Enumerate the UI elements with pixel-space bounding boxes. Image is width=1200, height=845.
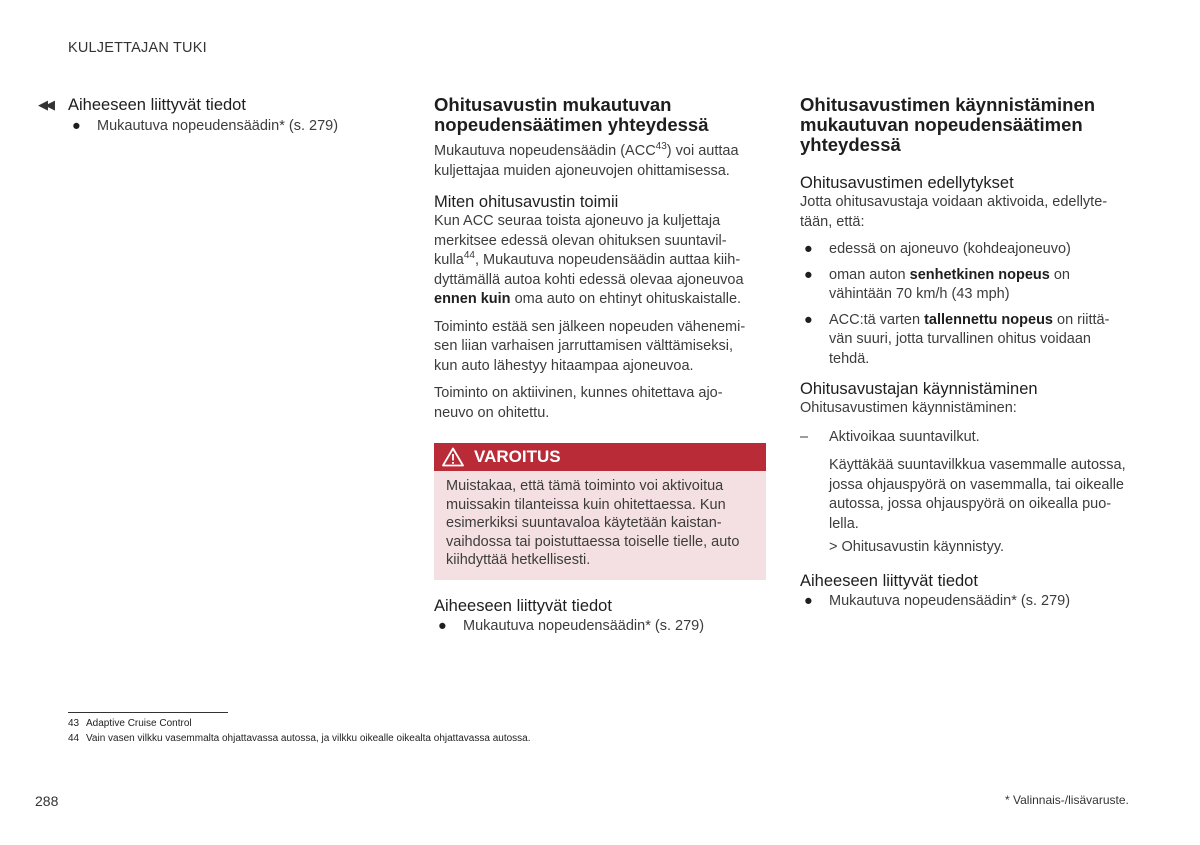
footnote-44: 44 Vain vasen vilkku vasemmalta ohjattavassa autossa, ja vilkku oikealle oikealta ohjattavassa autossa.	[68, 733, 531, 744]
column-middle	[434, 95, 766, 642]
condition-item: ● oman auton senhetkinen nopeus on vähintään 70 km/h (43 mph)	[804, 266, 1070, 302]
step-detail: Käyttäkää suuntavilkkua vasemmalle autossa, jossa ohjauspyörä on vasemmalla, tai oikealle autossa, jossa ohjauspyörä on oikealla puo- lella.	[829, 457, 1126, 532]
related-info-list	[800, 592, 1130, 612]
bullet-icon: ●	[804, 592, 813, 609]
footnote-43: 43 Adaptive Cruise Control	[68, 718, 192, 729]
warning-label: VAROITUS	[474, 447, 561, 466]
condition-item: ● edessä on ajoneuvo (kohdeajoneuvo)	[800, 240, 1130, 260]
related-info-heading: Aiheeseen liittyvät tiedot	[800, 571, 978, 590]
article-title: Ohitusavustin mukautuvan nopeudensäätimen yhteydessä	[434, 94, 709, 135]
warning-text: Muistakaa, että tämä toiminto voi aktivoitua muissakin tilanteissa kuin ohitettaessa. Kun esimerkiksi suuntavaloa käytetään kaistan- vaihdossa tai poistuttaessa toiselle tielle, auto kiihdyttää hetkellisesti.	[446, 478, 740, 568]
related-info-heading: Aiheeseen liittyvät tiedot	[68, 96, 246, 114]
how-paragraph-2: Toiminto estää sen jälkeen nopeuden vähenemi- sen liian varhaisen jarruttamisen välttämiseksi, kun auto lähestyy hitaampaa ajoneuvoa.	[434, 318, 746, 374]
footnote-divider	[68, 712, 228, 713]
column-left	[38, 95, 358, 143]
warning-box	[434, 443, 766, 580]
related-info-heading-row	[38, 95, 358, 115]
how-it-works-heading: Miten ohitusavustin toimii	[434, 193, 619, 211]
article-title: Ohitusavustimen käynnistäminen mukautuvan nopeudensäätimen yhteydessä	[800, 94, 1096, 155]
step-item: – Aktivoikaa suuntavilkut.	[800, 428, 1130, 448]
start-heading: Ohitusavustajan käynnistäminen	[800, 380, 1038, 398]
related-link-item[interactable]: ● Mukautuva nopeudensäädin* (s. 279)	[800, 592, 1130, 612]
bullet-icon: ●	[804, 266, 813, 283]
bullet-icon: ●	[804, 241, 813, 257]
footnote-ref-44[interactable]: 44	[463, 250, 475, 262]
related-info-heading: Aiheeseen liittyvät tiedot	[434, 596, 612, 615]
related-link-item[interactable]: ● Mukautuva nopeudensäädin* (s. 279)	[68, 117, 358, 137]
step-result: > Ohitusavustin käynnistyy.	[829, 539, 1005, 555]
how-paragraph-3: Toiminto on aktiivinen, kunnes ohitettava ajo- neuvo on ohitettu.	[434, 385, 723, 421]
conditions-list	[800, 240, 1130, 369]
bullet-icon: ●	[438, 617, 447, 634]
related-link-item[interactable]: ● Mukautuva nopeudensäädin* (s. 279)	[434, 617, 766, 637]
warning-body	[434, 471, 766, 580]
intro-paragraph: Mukautuva nopeudensäädin (ACC$^{43}$) voi auttaa kuljettajaa muiden ajoneuvojen ohittamisessa.	[434, 141, 739, 179]
footnote-ref-43[interactable]: 43	[655, 141, 667, 153]
optional-equipment-note: * Valinnais-/lisävaruste.	[1005, 793, 1129, 807]
result-marker: >	[829, 539, 838, 555]
back-arrows-icon[interactable]: ◀◀	[38, 97, 52, 112]
related-info-list	[38, 117, 358, 137]
how-paragraph-1: Kun ACC seuraa toista ajoneuvo ja kuljettaja merkitsee edessä olevan ohituksen suuntavil- kulla$^{44}$, Mukautuva nopeudensäädin auttaa kiih- dyttämällä autoa kohti edessä olevaa ajoneuvoa ennen kuin oma auto on ehtinyt ohituskaistalle.	[434, 213, 744, 307]
section-header: KULJETTAJAN TUKI	[68, 40, 207, 56]
bullet-icon: ●	[804, 311, 813, 328]
dash-marker: –	[800, 428, 809, 445]
column-right	[800, 95, 1130, 617]
warning-triangle-icon	[442, 447, 464, 467]
conditions-heading: Ohitusavustimen edellytykset	[800, 174, 1014, 192]
page-number: 288	[35, 793, 59, 809]
bullet-icon: ●	[72, 118, 81, 134]
conditions-intro: Jotta ohitusavustaja voidaan aktivoida, edellyte- tään, että:	[800, 194, 1108, 230]
condition-item: ● ACC:tä varten tallennettu nopeus on riittä- vän suuri, jotta turvallinen ohitus voidaan tehdä.	[804, 311, 1110, 367]
warning-header	[434, 443, 766, 471]
related-info-list	[434, 617, 766, 637]
start-intro: Ohitusavustimen käynnistäminen:	[800, 400, 1017, 416]
